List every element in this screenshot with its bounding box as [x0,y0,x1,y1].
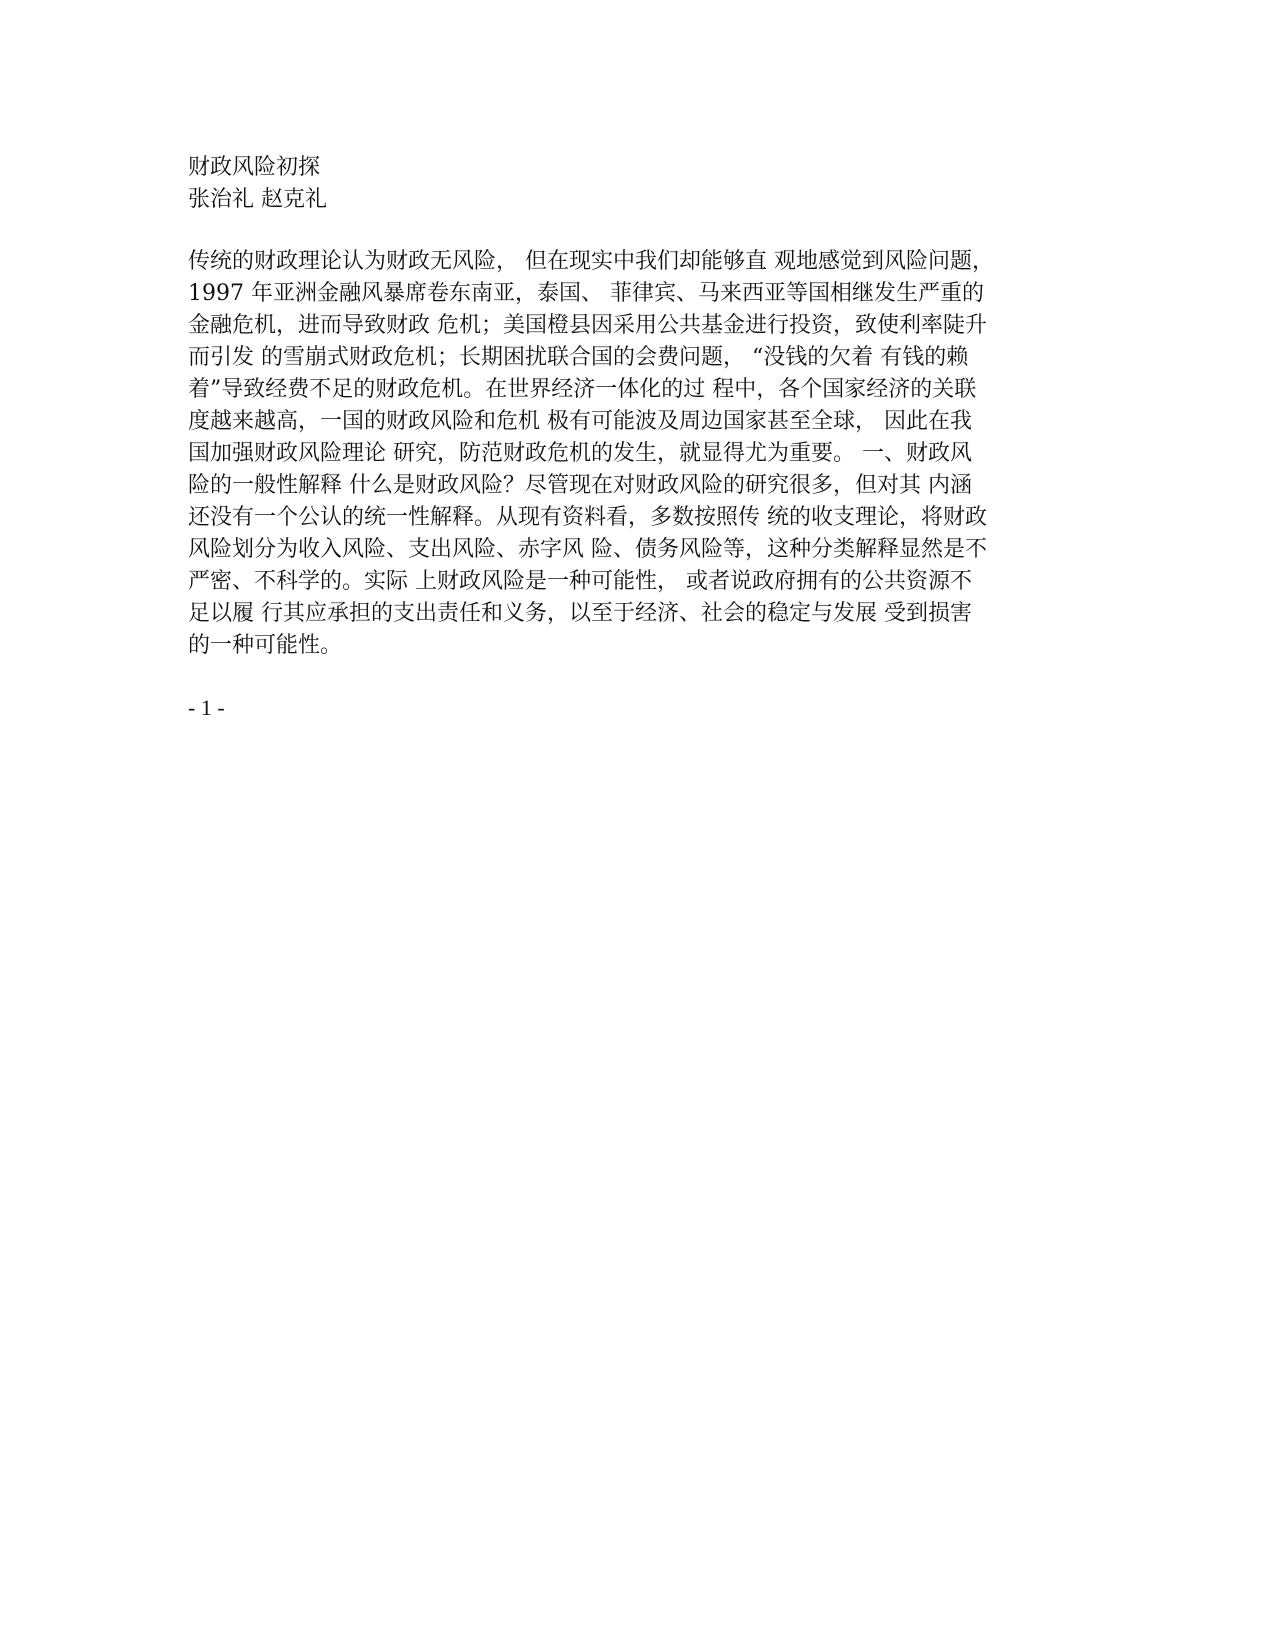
body-line: 风险划分为收入风险、支出风险、赤字风 险、债务风险等，这种分类解释显然是不 [188,537,987,562]
body-line: 严密、不科学的。实际 上财政风险是一种可能性， 或者说政府拥有的公共资源不 [188,569,972,594]
page-number: - 1 - [188,695,225,720]
body-line: 还没有一个公认的统一性解释。从现有资料看，多数按照传 统的收支理论，将财政 [188,505,987,530]
body-line: 险的一般性解释 什么是财政风险？尽管现在对财政风险的研究很多，但对其 内涵 [188,473,972,498]
body-line: 而引发 的雪崩式财政危机；长期困扰联合国的会费问题， “没钱的欠着 有钱的赖 [188,345,969,370]
document-title: 财政风险初探 [188,155,321,180]
body-line: 国加强财政风险理论 研究，防范财政危机的发生，就显得尤为重要。 一、财政风 [188,441,972,466]
body-line: 足以履 行其应承担的支出责任和义务，以至于经济、社会的稳定与发展 受到损害 [188,601,972,626]
document-authors: 张治礼 赵克礼 [188,187,327,212]
body-line: 的一种可能性。 [188,633,343,658]
body-line: 金融危机，进而导致财政 危机；美国橙县因采用公共基金进行投资，致使利率陡升 [188,313,987,338]
body-line: 着”导致经费不足的财政危机。在世界经济一体化的过 程中，各个国家经济的关联 [188,377,977,402]
body-line: 1997 年亚洲金融风暴席卷东南亚，泰国、 菲律宾、马来西亚等国相继发生严重的 [188,281,984,306]
body-line: 度越来越高，一国的财政风险和危机 极有可能波及周边国家甚至全球， 因此在我 [188,409,972,434]
body-line: 传统的财政理论认为财政无风险， 但在现实中我们却能够直 观地感觉到风险问题， [188,249,994,274]
body-paragraph [188,246,1088,662]
